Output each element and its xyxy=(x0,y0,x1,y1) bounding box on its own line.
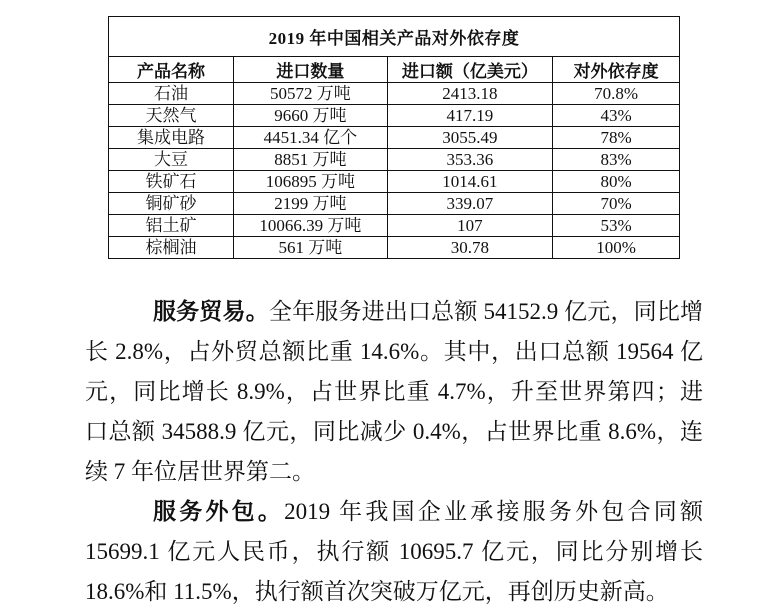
table-cell: 2413.18 xyxy=(387,83,553,105)
table-cell: 集成电路 xyxy=(109,127,234,149)
table-cell: 2199 万吨 xyxy=(234,193,388,215)
table-cell: 106895 万吨 xyxy=(234,171,388,193)
table-cell: 铁矿石 xyxy=(109,171,234,193)
column-header-import-quantity: 进口数量 xyxy=(234,57,388,83)
table-row xyxy=(109,127,680,149)
column-header-dependency: 对外依存度 xyxy=(553,57,680,83)
column-header-product: 产品名称 xyxy=(109,57,234,83)
paragraph-lead: 服务外包。 xyxy=(153,499,285,524)
table-cell: 30.78 xyxy=(387,237,553,259)
table-cell: 50572 万吨 xyxy=(234,83,388,105)
table-cell: 53% xyxy=(553,215,680,237)
table-cell: 9660 万吨 xyxy=(234,105,388,127)
table-title: 2019 年中国相关产品对外依存度 xyxy=(109,17,680,57)
paragraph-lead: 服务贸易。 xyxy=(153,299,269,324)
table-row xyxy=(109,171,680,193)
text-line xyxy=(85,292,703,332)
dependency-table-container xyxy=(108,16,680,259)
table-header-row xyxy=(109,57,680,83)
text-line: 长 2.8%，占外贸总额比重 14.6%。其中，出口总额 19564 亿 xyxy=(85,339,703,364)
table-cell: 100% xyxy=(553,237,680,259)
table-cell: 339.07 xyxy=(387,193,553,215)
paragraph-service-trade xyxy=(85,292,703,492)
table-cell: 天然气 xyxy=(109,105,234,127)
dependency-table xyxy=(108,16,680,259)
table-cell: 石油 xyxy=(109,83,234,105)
table-row xyxy=(109,193,680,215)
column-header-import-value: 进口额（亿美元） xyxy=(387,57,553,83)
table-row xyxy=(109,215,680,237)
table-row xyxy=(109,83,680,105)
text-line: 口总额 34588.9 亿元，同比减少 0.4%，占世界比重 8.6%，连 xyxy=(85,419,703,444)
table-cell: 417.19 xyxy=(387,105,553,127)
table-cell: 70% xyxy=(553,193,680,215)
text-line-content: 全年服务进出口总额 54152.9 亿元，同比增 xyxy=(268,299,704,324)
table-cell: 8851 万吨 xyxy=(234,149,388,171)
table-row xyxy=(109,237,680,259)
text-line xyxy=(85,492,703,532)
text-line: 15699.1 亿元人民币，执行额 10695.7 亿元，同比分别增长 xyxy=(85,539,703,564)
table-cell: 铜矿砂 xyxy=(109,193,234,215)
table-cell: 83% xyxy=(553,149,680,171)
table-cell: 棕榈油 xyxy=(109,237,234,259)
body-text xyxy=(85,292,703,612)
table-row xyxy=(109,149,680,171)
table-cell: 70.8% xyxy=(553,83,680,105)
paragraph-service-outsourcing xyxy=(85,492,703,612)
table-cell: 1014.61 xyxy=(387,171,553,193)
table-cell: 3055.49 xyxy=(387,127,553,149)
table-cell: 80% xyxy=(553,171,680,193)
table-cell: 铝土矿 xyxy=(109,215,234,237)
text-line: 18.6%和 11.5%，执行额首次突破万亿元，再创历史新高。 xyxy=(85,579,669,604)
table-cell: 78% xyxy=(553,127,680,149)
table-cell: 353.36 xyxy=(387,149,553,171)
text-line: 续 7 年位居世界第二。 xyxy=(85,459,315,484)
table-cell: 10066.39 万吨 xyxy=(234,215,388,237)
table-title-row xyxy=(109,17,680,57)
table-cell: 561 万吨 xyxy=(234,237,388,259)
table-cell: 大豆 xyxy=(109,149,234,171)
table-row xyxy=(109,105,680,127)
text-line-content: 2019 年我国企业承接服务外包合同额 xyxy=(284,499,704,524)
table-cell: 107 xyxy=(387,215,553,237)
text-line: 元，同比增长 8.9%，占世界比重 4.7%，升至世界第四；进 xyxy=(85,379,703,404)
table-cell: 4451.34 亿个 xyxy=(234,127,388,149)
table-cell: 43% xyxy=(553,105,680,127)
